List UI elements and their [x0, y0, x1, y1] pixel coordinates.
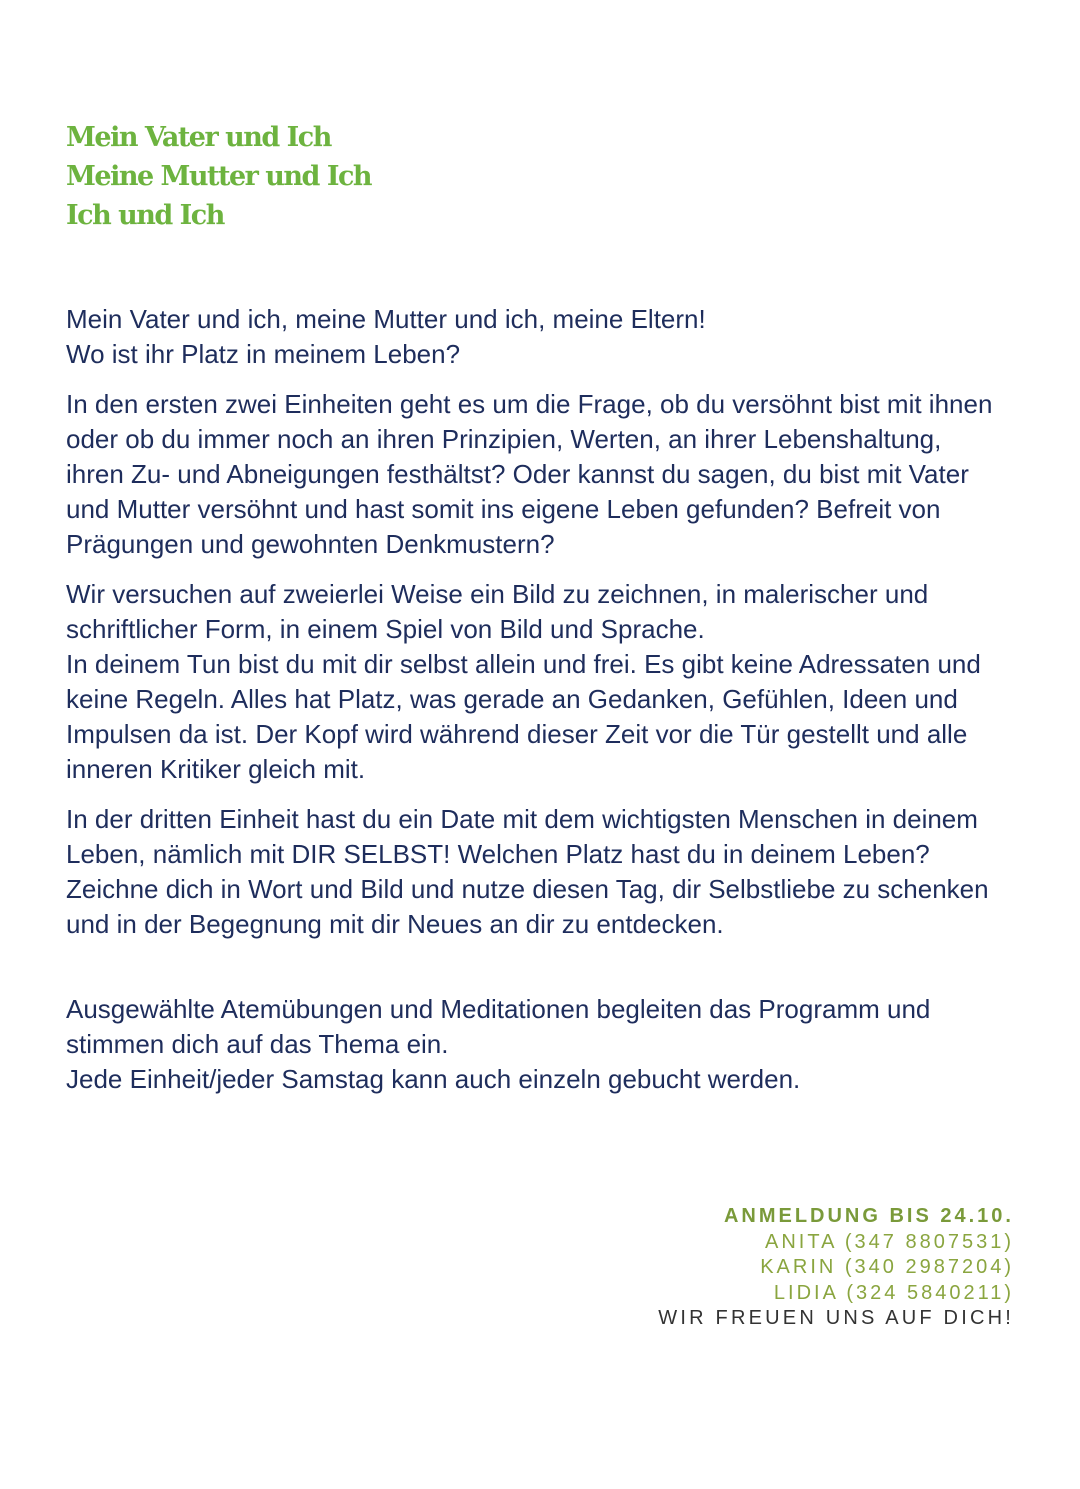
- heading-mother: Meine Mutter und Ich: [66, 161, 372, 192]
- registration-deadline: ANMELDUNG BIS 24.10.: [723, 1205, 1014, 1227]
- text-line: inneren Kritiker gleich mit.: [66, 754, 366, 784]
- paragraph-program: [66, 992, 1026, 1097]
- text-line: In den ersten zwei Einheiten geht es um die Frage, ob du versöhnt bist mit ihnen: [66, 389, 993, 419]
- text-line: In der dritten Einheit hast du ein Date mit dem wichtigsten Menschen in deinem: [66, 804, 978, 834]
- text-line: schriftlicher Form, in einem Spiel von Bild und Sprache.: [66, 614, 705, 644]
- text-line: ihren Zu- und Abneigungen festhältst? Oder kannst du sagen, du bist mit Vater: [66, 459, 969, 489]
- text-line: stimmen dich auf das Thema ein.: [66, 1029, 449, 1059]
- closing-message: WIR FREUEN UNS AUF DICH!: [658, 1307, 1014, 1329]
- paragraph-intro: [66, 302, 1026, 372]
- text-line: Mein Vater und ich, meine Mutter und ich, meine Eltern!: [66, 304, 706, 334]
- registration-contact: [658, 1204, 1014, 1332]
- paragraph-unit-three: [66, 802, 1026, 942]
- heading-self: Ich und Ich: [66, 200, 224, 231]
- text-line: und in der Begegnung mit dir Neues an dir zu entdecken.: [66, 909, 724, 939]
- text-line: Ausgewählte Atemübungen und Meditationen begleiten das Programm und: [66, 994, 931, 1024]
- text-line: Leben, nämlich mit DIR SELBST! Welchen Platz hast du in deinem Leben?: [66, 839, 930, 869]
- contact-lidia: LIDIA (324 5840211): [773, 1281, 1014, 1304]
- text-line: Wir versuchen auf zweierlei Weise ein Bild zu zeichnen, in malerischer und: [66, 579, 929, 609]
- text-line: Prägungen und gewohnten Denkmustern?: [66, 529, 555, 559]
- title-block: [66, 118, 371, 235]
- contact-karin: KARIN (340 2987204): [760, 1256, 1014, 1278]
- text-line: und Mutter versöhnt und hast somit ins eigene Leben gefunden? Befreit von: [66, 494, 941, 524]
- text-line: Wo ist ihr Platz in meinem Leben?: [66, 339, 461, 369]
- text-line: Impulsen da ist. Der Kopf wird während dieser Zeit vor die Tür gestellt und alle: [66, 719, 968, 749]
- text-line: In deinem Tun bist du mit dir selbst allein und frei. Es gibt keine Adressaten und: [66, 649, 981, 679]
- text-line: oder ob du immer noch an ihren Prinzipien, Werten, an ihrer Lebenshaltung,: [66, 424, 942, 454]
- heading-father: Mein Vater und Ich: [66, 122, 331, 153]
- contact-anita: ANITA (347 8807531): [765, 1230, 1014, 1253]
- text-line: Zeichne dich in Wort und Bild und nutze diesen Tag, dir Selbstliebe zu schenken: [66, 874, 989, 904]
- text-line: keine Regeln. Alles hat Platz, was gerade an Gedanken, Gefühlen, Ideen und: [66, 684, 958, 714]
- paragraph-units-one-two: [66, 387, 1026, 562]
- text-line: Jede Einheit/jeder Samstag kann auch einzeln gebucht werden.: [66, 1064, 801, 1094]
- paragraph-method: [66, 577, 1026, 787]
- body-text: [66, 302, 1026, 1112]
